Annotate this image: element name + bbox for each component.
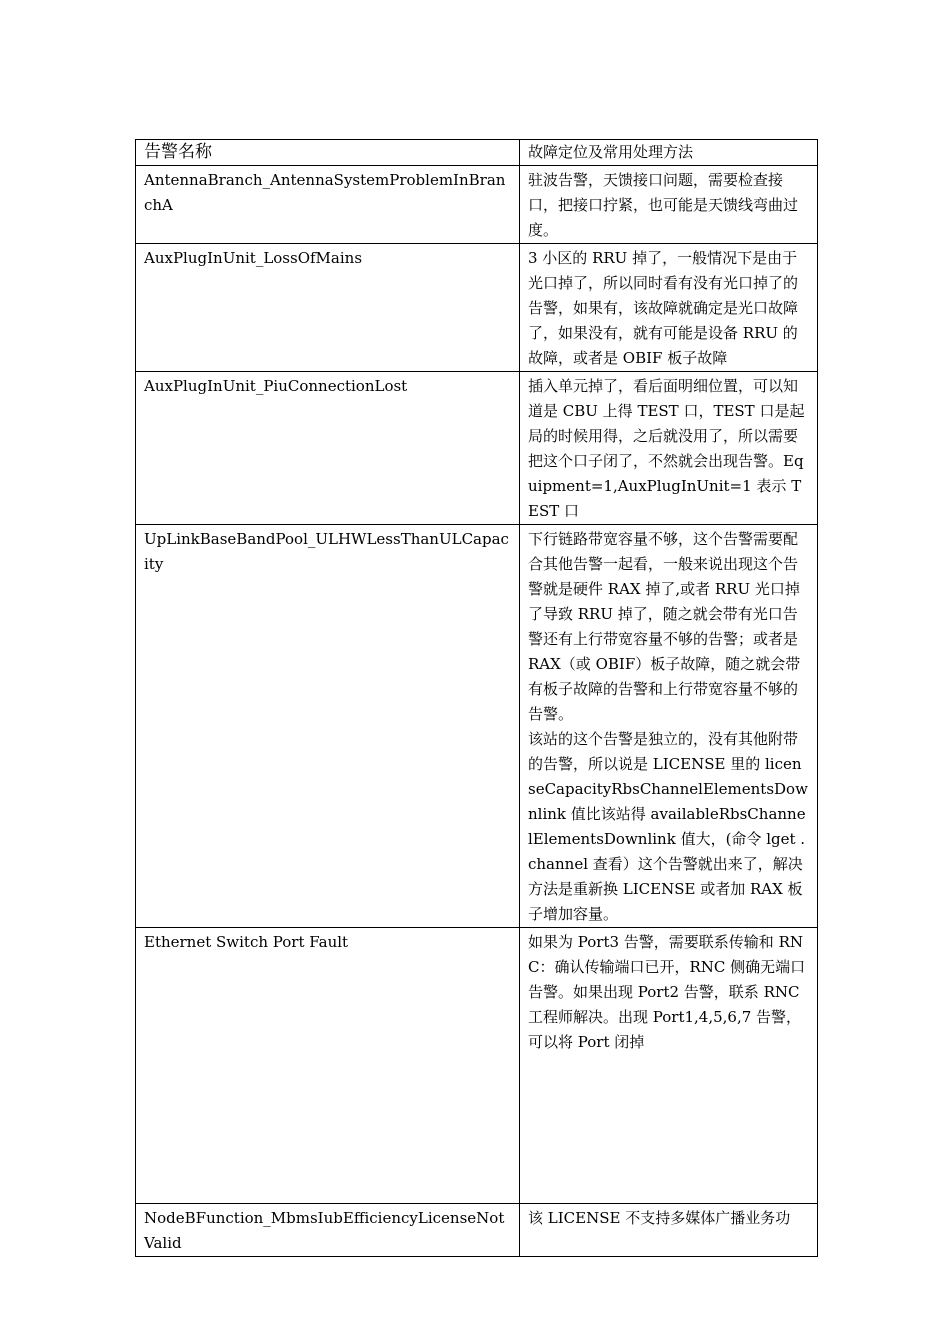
alarm-name-cell: NodeBFunction_MbmsIubEfficiencyLicenseNotValid [136,1204,520,1257]
handling-method-cell [520,244,818,372]
handling-method-cell [520,166,818,244]
header-alarm-name: 告警名称 [136,140,520,166]
document-page [135,139,817,1257]
method-paragraph: 驻波告警，天馈接口问题，需要检查接口，把接口拧紧，也可能是天馈线弯曲过度。 [528,171,799,239]
table-row [136,372,818,525]
method-paragraph: 下行链路带宽容量不够，这个告警需要配合其他告警一起看，一般来说出现这个告警就是硬件 RAX 掉了,或者 RRU 光口掉了导致 RRU 掉了，随之就会带有光口告警还有上行带宽容量不够的告警；或者是 RAX（或 OBIF）板子故障，随之就会带有板子故障的告警和上行带宽容量不够的告警。 [528,530,801,723]
method-paragraph: 该站的这个告警是独立的，没有其他附带的告警，所以说是 LICENSE 里的 licenseCapacityRbsChannelElementsDownlink 值比该站得 availableRbsChannelElementsDownlink 值大，(命令 lget . channel 查看）这个告警就出来了，解决方法是重新换 LICENSE 或者加 RAX 板子增加容量。 [528,730,808,923]
table-row [136,928,818,1204]
header-handling-method: 故障定位及常用处理方法 [520,140,818,166]
method-paragraph: 该 LICENSE 不支持多媒体广播业务功 [528,1209,791,1227]
table-row [136,1204,818,1257]
alarm-name-cell: AntennaBranch_AntennaSystemProblemInBranchA [136,166,520,244]
method-paragraph: 如果为 Port3 告警，需要联系传输和 RNC：确认传输端口已开，RNC 侧确无端口告警。如果出现 Port2 告警，联系 RNC 工程师解决。出现 Port1,4,5,6,7 告警，可以将 Port 闭掉 [528,933,806,1051]
table-row [136,525,818,928]
alarm-name-cell: Ethernet Switch Port Fault [136,928,520,1204]
alarm-name-cell: AuxPlugInUnit_LossOfMains [136,244,520,372]
alarm-table [135,139,818,1257]
handling-method-cell [520,1204,818,1257]
table-row [136,166,818,244]
method-paragraph: 3 小区的 RRU 掉了，一般情况下是由于光口掉了，所以同时看有没有光口掉了的告警，如果有，该故障就确定是光口故障了，如果没有，就有可能是设备 RRU 的故障，或者是 OBIF 板子故障 [528,249,799,367]
table-row [136,244,818,372]
table-header-row [136,140,818,166]
alarm-name-cell: UpLinkBaseBandPool_ULHWLessThanULCapacity [136,525,520,928]
handling-method-cell [520,372,818,525]
alarm-name-cell: AuxPlugInUnit_PiuConnectionLost [136,372,520,525]
handling-method-cell [520,928,818,1204]
method-paragraph: 插入单元掉了，看后面明细位置，可以知道是 CBU 上得 TEST 口，TEST 口是起局的时候用得，之后就没用了，所以需要把这个口子闭了，不然就会出现告警。Equipment=1,AuxPlugInUnit=1 表示 TEST 口 [528,377,805,520]
handling-method-cell [520,525,818,928]
